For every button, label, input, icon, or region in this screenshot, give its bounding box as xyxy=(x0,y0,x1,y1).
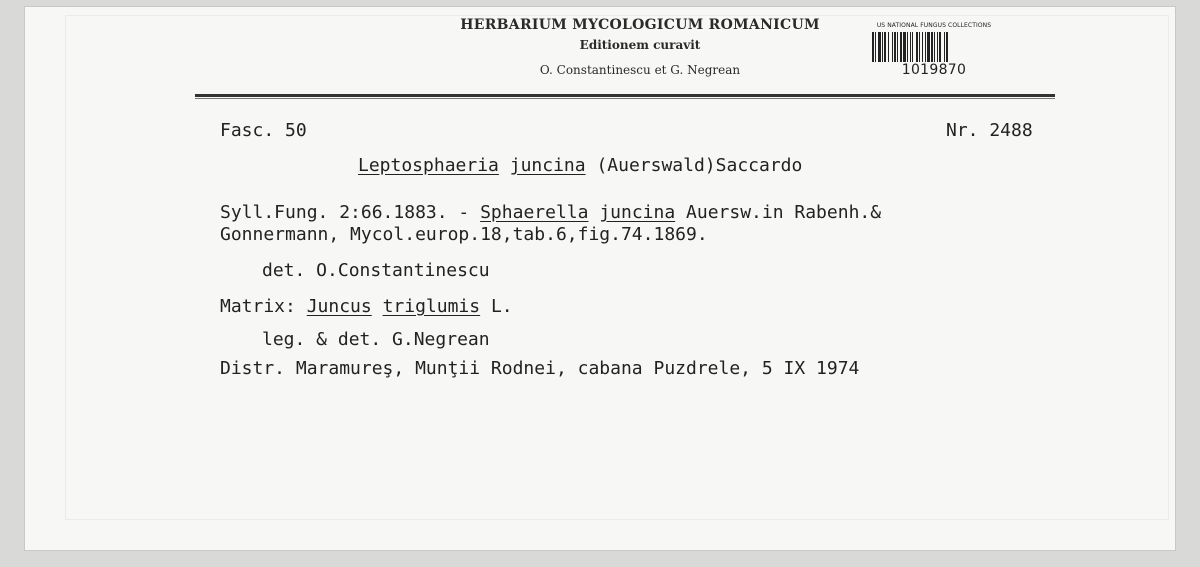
barcode-bar xyxy=(925,32,926,62)
barcode-bar xyxy=(931,32,933,62)
barcode-bar xyxy=(927,32,930,62)
barcode-bar xyxy=(912,32,913,62)
barcode-bar xyxy=(897,32,898,62)
barcode-bar xyxy=(875,32,876,62)
barcode-bar xyxy=(882,32,883,62)
editor-subtitle: Editionem curavit xyxy=(579,38,701,52)
header-rule-thin xyxy=(195,98,1055,99)
barcode-bar xyxy=(892,32,893,62)
barcode-bar xyxy=(922,32,923,62)
barcode-bar xyxy=(884,32,886,62)
species-author: (Auerswald)Saccardo xyxy=(596,155,803,176)
matrix-genus: Juncus xyxy=(306,296,372,317)
reference-line-1 xyxy=(220,202,881,223)
barcode-bar xyxy=(907,32,908,62)
barcode-bar xyxy=(944,32,945,62)
barcode-bar xyxy=(919,32,920,62)
reference-line-2: Gonnermann, Mycol.europ.18,tab.6,fig.74.1869. xyxy=(220,224,708,245)
barcode-number: 1019870 xyxy=(901,62,967,78)
label-header xyxy=(380,16,900,84)
species-epithet: juncina xyxy=(509,155,586,176)
species-genus: Leptosphaeria xyxy=(358,155,499,176)
barcode-bar xyxy=(937,32,938,62)
herbarium-label xyxy=(24,6,1176,551)
matrix-author: L. xyxy=(490,296,513,317)
header-rule xyxy=(195,94,1055,97)
synonym-genus: Sphaerella xyxy=(480,202,589,223)
matrix-epithet: triglumis xyxy=(382,296,481,317)
synonym-author: Auersw.in Rabenh.& xyxy=(686,202,882,223)
label-inner-frame xyxy=(65,15,1169,520)
barcode-icon xyxy=(870,32,998,62)
locality-line: Distr. Maramureş, Munţii Rodnei, cabana Puzdrele, 5 IX 1974 xyxy=(220,358,860,379)
species-name-line xyxy=(358,155,802,176)
barcode-bar xyxy=(934,32,935,62)
barcode-bar xyxy=(946,32,948,62)
barcode-bar xyxy=(900,32,902,62)
barcode-caption: US NATIONAL FUNGUS COLLECTIONS xyxy=(876,22,992,29)
reference-citation: Syll.Fung. 2:66.1883. - xyxy=(220,202,481,223)
barcode-bar xyxy=(910,32,911,62)
barcode-bar xyxy=(903,32,906,62)
barcode-bar xyxy=(872,32,874,62)
determiner-line: det. O.Constantinescu xyxy=(262,260,490,281)
barcode-bar xyxy=(916,32,918,62)
editors-line: O. Constantinescu et G. Negrean xyxy=(539,63,741,77)
specimen-number: Nr. 2488 xyxy=(946,120,1033,141)
barcode-block xyxy=(866,22,1002,78)
fascicle-number: Fasc. 50 xyxy=(220,120,307,141)
synonym-epithet: juncina xyxy=(599,202,676,223)
barcode-bar xyxy=(878,32,881,62)
barcode-bar xyxy=(894,32,896,62)
matrix-label: Matrix: xyxy=(220,296,296,317)
barcode-bar xyxy=(888,32,889,62)
barcode-bar xyxy=(939,32,941,62)
herbarium-title: HERBARIUM MYCOLOGICUM ROMANICUM xyxy=(460,17,820,33)
matrix-line xyxy=(220,296,513,317)
collector-line: leg. & det. G.Negrean xyxy=(262,329,490,350)
